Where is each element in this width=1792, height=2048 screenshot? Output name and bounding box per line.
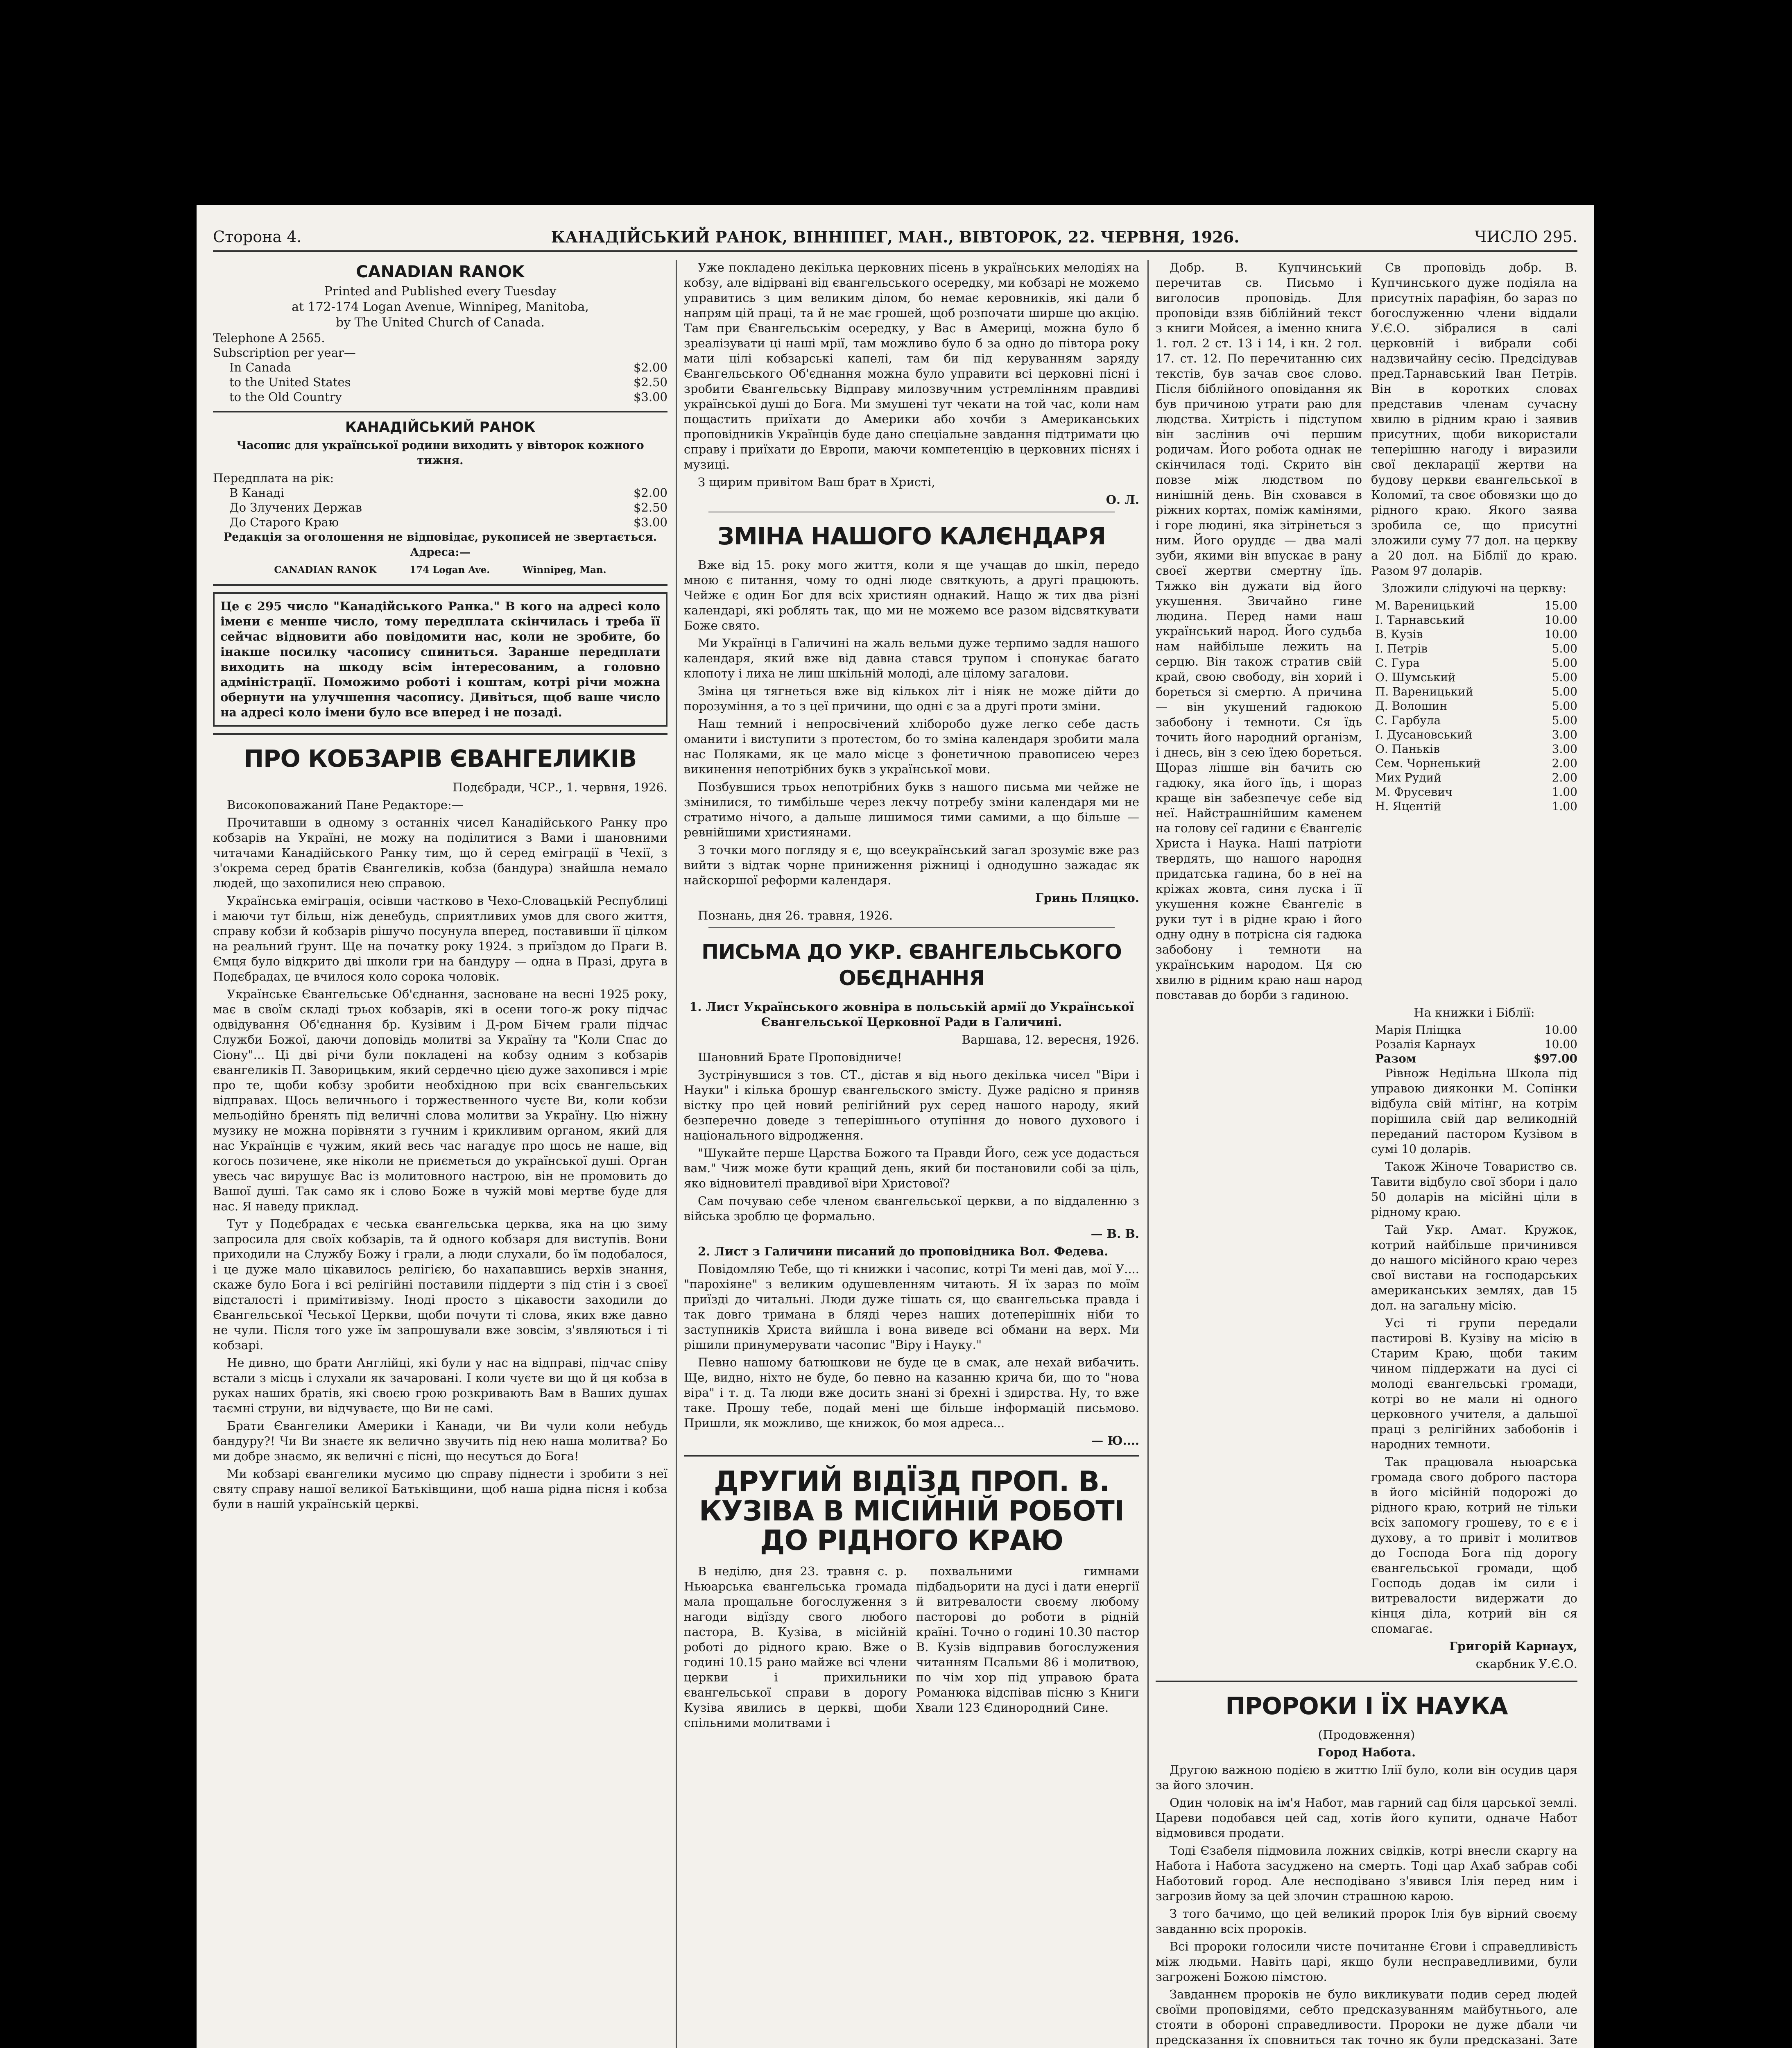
donation-row: М. Фрусевич 1.00	[1375, 785, 1577, 799]
donation-row: І. Дусановський 3.00	[1375, 728, 1577, 741]
article-paragraph: Прочитавши в одному з останніх чисел Канадійського Ранку про кобзарів на Україні, не можу на поділитися з Вами і шановними читачами Канадійського Ранку тим, що й серед еміграції в Чехії, з з'окрема серед братів Євангеликів, кобза (бандура) знайшла немало людей, що захопилися нею справою.	[213, 816, 667, 890]
article-paragraph: Повідомляю Тебе, що ті книжки і часопис, котрі Ти мені дав, мої У.... "парохіяне" з великим одушевленням читають. Я їх зараз по моїм приїзді до читальні. Люди дуже тішать ся, що євангельська правда і так довго тримана в бляді через наших дотеперішніх ніби то заступників Христа вийшла і вона виведе всі обмани на верх. Ми рішили принумерувати часопис "Віру і Науку."	[684, 1262, 1139, 1352]
column-1	[213, 260, 667, 2048]
column-3	[1156, 260, 1577, 2048]
donation-row: Марія Пліщка 10.00	[1375, 1023, 1577, 1037]
donation-row: С. Гура 5.00	[1375, 656, 1577, 670]
article-paragraph: Ми кобзарі євангелики мусимо цю справу піднести і зробити з неї святу справу нашої великої Батьківщини, щоб наша рідна пісня і кобза були в нашій українській церкві.	[213, 1467, 667, 1511]
column-divider	[676, 260, 677, 2048]
page-header	[213, 225, 1577, 252]
donation-row: І. Тарнавський 10.00	[1375, 613, 1577, 627]
postal-address: CANADIAN RANOK 174 Logan Ave. Winnipeg, Man.	[274, 564, 606, 575]
article-title-prophets: ПРОРОКИ І ЇХ НАУКА	[1225, 1692, 1508, 1720]
article-paragraph: Рівнож Недільна Школа під управою дияконки М. Сопінки відбула свій мітінг, на котрім порішила свій дар великодній переданий пастором Кузівом в сумі 10 доларів.	[1371, 1066, 1577, 1156]
editorial-note: Редакція за оголошення не відповідає, рукописей не звертається. Адреса:—	[223, 531, 657, 559]
article-paragraph: похвальними гимнами підбадьорити на дусі і дати енергії й витревалости своєму любому пасторові до роботи в рідній країні. Точно о годині 10.30 пастор В. Кузів відправив богослужения читанням Псальми 86 і молитвою, по чім хор під управою брата Романюка відспівав пісню з Книги Хвали 123 Єдинородний Сине.	[916, 1564, 1139, 1715]
column-2	[684, 260, 1139, 2048]
article-paragraph: Також Жіноче Товариство св. Тавити відбуло свої збори і дало 50 доларів на місійні ціли в рідному краю.	[1371, 1160, 1577, 1219]
article-paragraph: Сам почуваю себе членом євангельської церкви, а по віддаленню з війська зроблю це формально.	[684, 1194, 1139, 1223]
article-paragraph: Тай Укр. Амат. Кружок, котрий найбільше причинився до нашого місійного краю через свої вистави на господарських американських землях, дав 15 дол. на загальну місію.	[1371, 1223, 1577, 1312]
paper-description: Часопис для української родини виходить у вівторок кожного тижня.	[236, 439, 644, 467]
telephone: Telephone A 2565.	[213, 331, 325, 345]
article-paragraph: Вже від 15. року мого життя, коли я ще учащав до шкіл, передо мною є питання, чому то одні люде святкують, а другі працюють. Чейже є один Бог для всіх християн однакий. Нащо ж тих два різні календарі, які роблять так, що ми не можемо все разом відсвяткувати Боже свято.	[684, 558, 1139, 632]
article-paragraph: Українське Євангельське Об'єднання, засноване на весні 1925 року, має в своїм складі трьох кобзарів, які в осени того-ж року підчас одвідування Об'єднання бр. Кузівим і Д-ром Бічем грали підчас Служби Божої, даючи доповідь молитві за Україну та "Коли Спас до Сіону"... Ці дві річи були покладені на кобзу одним з кобзарів євангеликів П. Заворицьким, який сердечно цією дуже захопився і мріє про те, щоби кобзу зробити необхідною при всіх євангельських відправах. Щось величнього і торжественного чуєте Ви, коли кобзи мельодійно бренять під величні слова молитви за Україну. Цю ніжну музику не можна порівняти з гучним і крикливим органом, який для нас Українців є чужим, який весь час нагадує про щось не наше, від когось позичене, яке ніколи не приєметься до української душі. Орган увесь час вирушує Вас із молитовного настрою, він не промовить до Вашої душі. Так само як і слово Боже в чужій мові мертве буде для нас. Я наведу приклад.	[213, 987, 667, 1213]
subscription-row: In Canada $2.00	[229, 360, 667, 374]
article-paragraph: Завданнєм пророків не було викликувати подив серед людей своїми проповідями, себто предсказуванням майбутнього, але стояти в обороні справедливости. Пророки не дуже дбали чи предсказання їх сповниться так точно як були предсказані. Зате	[1156, 1987, 1577, 2047]
article-paragraph: "Шукайте перше Царства Божого та Правди Його, сеж усе додасться вам." Чиж може бути кращий день, який би постановили собі за ціль, яко відновителі правдивої віри Христової?	[684, 1146, 1139, 1190]
signature: Гринь Пляцко.	[1035, 891, 1139, 905]
donation-total: Разом $97.00	[1375, 1052, 1577, 1065]
donation-row: Сем. Чорненький 2.00	[1375, 757, 1577, 770]
price-heading: Передплата на рік:	[213, 471, 334, 485]
signature: — В. В.	[1091, 1227, 1139, 1241]
imprint-line: by The United Church of Canada.	[335, 315, 545, 330]
article-paragraph: Зустрінувшися з тов. СТ., дістав я від нього декілька чисел "Віри і Науки" і кілька брошур євангельского змісту. Дуже радісно я приняв вістку про цей новий релігійний рух серед нашого народу, який безперечно доведе з теперішнього отупіння до нового духового і національного відродження.	[684, 1068, 1139, 1142]
article-paragraph: Певно нашому батюшкови не буде це в смак, але нехай вибачить. Ще, видно, ніхто не буде, бо певно на казанню крича би, що то "нова віра" і т. д. Та люди вже досить знані зі брехні і здирства. Ну, то вже таке. Прошу тебе, подай мені ще більше інформацій письмово. Пришли, як можливо, ще книжок, бо моя адреса...	[684, 1355, 1139, 1430]
article-paragraph: Другою важною подією в життю Ілії було, коли він осудив царя за його злочин.	[1156, 1763, 1577, 1792]
donation-row: Розалія Карнаух 10.00	[1375, 1038, 1577, 1051]
donation-row: В. Кузів 10.00	[1375, 628, 1577, 641]
article-paragraph: В неділю, дня 23. травня с. р. Ньюарська євангельська громада мала прощальне богослуження з нагоди відїзду свого любого пастора, В. Кузіва, в місійній роботі до рідного краю. Вже о годині 10.15 рано майже всі члени церкви і прихильники євангельської справи в дорогу Кузіва явились в церкві, щоби спільними молитвами і	[684, 1564, 907, 1730]
article-title-calendar: ЗМІНА НАШОГО КАЛЄНДАРЯ	[717, 522, 1106, 550]
signature: О. Л.	[1106, 493, 1139, 507]
article-paragraph: Всі пророки голосили чисте почитанне Єгови і справедливість між людьми. Навіть царі, якщо були несправедливими, були загрожені Божою пімстою.	[1156, 1939, 1577, 1984]
divider	[213, 584, 667, 586]
donation-row: І. Петрів 5.00	[1375, 642, 1577, 655]
article-dateline: Познань, дня 26. травня, 1926.	[698, 908, 893, 922]
price-row: В Канаді $2.00	[229, 486, 667, 500]
signature-role: скарбник У.Є.О.	[1475, 1657, 1577, 1671]
imprint-line: Printed and Published every Tuesday	[324, 284, 557, 299]
article-paragraph: Добр. В. Купчинський перечитав св. Письмо і виголосив проповідь. Для проповіди взяв біблійний текст з книги Мойсея, а іменно книга 1. гол. 2 ст. 13 і 14, і кн. 2 гол. 17. ст. 12. По перечитанню сих текстів, був зачав своє слово. Після біблійного оповідання як був причиною утрати раю для людства. Хитрість і підступом він заслінив очі першим родичам. Його робота однак не скінчилася тоді. Скрито він повзе між людством по нинішній день. Він сховався в ріжних кортах, поміж камінями, і горе людині, яка зітрінеться з ним. Його оруддє — два малі зуби, якими він впускає в рану своєї жертви смертну їдь. Тяжко він дужати від його укушення. Звичайно гине людина. Перед нами наш український народ. Його судьба нам найбільше лежить на серцю. Він також стратив свій край, свою свободу, він хорий і бореться зі смертю. А причина — він укушений гадюкою забобону і темноти. Ся їдь точить його народний організм, і днесь, він з сею їдею бореться. Щораз лішше він бачить сю гадюку, яка його їдь, і щораз краще він забезпечує себе від неї. Найстрашнійшим каменем на голову сеї гадини є Євангеліє Христа і Наука. Наші патріоти твердять, що нашого народня придатська гадина, бо в неї на кріжах жовта, синя луска і її укушення кожне Євангеліє в руки тут і в рідне краю і його одну одну в потрісна сія гадюка забобону і темноти на українським народом. Ця сю хвилю в рідним краю наш народ повставав до борби з гадиною.	[1156, 261, 1362, 1002]
article-paragraph: Один чоловік на ім'я Набот, мав гарний сад біля царської землі. Цареви подобався цей сад, хотів його купити, одначе Набот відмовився продати.	[1156, 1796, 1577, 1840]
english-masthead-title: CANADIAN RANOK	[356, 263, 525, 281]
subscription-heading: Subscription per year—	[213, 346, 356, 360]
article-paragraph: Зміна ця тягнеться вже від кількох літ і ніяк не може дійти до порозуміння, а то з цеї причини, що одні є за а другі проти зміни.	[684, 684, 1139, 713]
signature: — Ю....	[1091, 1434, 1139, 1448]
article-paragraph: Не дивно, що брати Англійці, які були у нас на відправі, підчас співу встали з місць і слухали як зачаровані. І коли чуєте ви що й ця кобза в руках наших братів, які своєю грою розкривають Вам в Ваших душах таємні струни, ви відчуваєте, що Ви не самі.	[213, 1356, 667, 1415]
section-subheading: Город Набота.	[1317, 1745, 1416, 1759]
article-dateline: Подєбради, ЧСР., 1. червня, 1926.	[453, 780, 667, 794]
article-paragraph: Наш темний і непросвічений хліборобо дуже легко себе дасть оманити і виступити з протестом, бо то зміна календаря зробити мала нас Поляками, як це мало місце з фонетичною правописею через викинення непотрібних букв з української мови.	[684, 717, 1139, 776]
donation-row: Мих Рудий 2.00	[1375, 771, 1577, 784]
divider	[213, 411, 667, 412]
divider	[213, 733, 667, 735]
divider	[684, 1455, 1139, 1457]
closing-line: З щирим привітом Ваш брат в Христі,	[698, 475, 935, 489]
donations-heading: Зложили слідуючі на церкву:	[1382, 581, 1567, 595]
page-label: Сторона 4.	[213, 228, 302, 246]
letter-greeting: Шановний Брате Проповідниче!	[698, 1050, 902, 1064]
donation-row: С. Гарбула 5.00	[1375, 714, 1577, 727]
issue-number: ЧИСЛО 295.	[1474, 228, 1577, 246]
article-paragraph: Брати Євангелики Америки і Канади, чи Ви чули коли небудь бандуру?! Чи Ви знаєте як велично звучить під нею наша молитва? Бо ми добре знаємо, як величні є пісні, що несуться до Бога!	[213, 1419, 667, 1463]
article-paragraph: Тоді Єзабеля підмовила ложних свідків, котрі внесли скаргу на Набота і Набота засуджено на смерть. Тоді цар Ахаб забрав собі Наботовий город. Але несподівано з'явився Ілія перед ним і загрозив йому за цей злочин страшною карою.	[1156, 1844, 1577, 1903]
letter-heading: 2. Лист з Галичини писаний до проповідника Вол. Федева.	[698, 1244, 1109, 1258]
donation-row: М. Вареницький 15.00	[1375, 599, 1577, 612]
article-title-kobzars: ПРО КОБЗАРІВ ЄВАНГЕЛИКІВ	[244, 745, 637, 773]
price-row: До Злучених Держав $2.50	[229, 501, 667, 514]
renewal-notice: Це є 295 число "Канадійського Ранка." В кого на адресі коло імени є менше число, тому передплата скінчилась і треба її сейчас відновити або повідомити нас, коли не зробите, бо інакше посилку часопису спиниться. Заранше передплати виходить на шкоду всім інтересованим, а головно адміністрації. Поможимо роботі і коштам, котрі річи можна обернути на улучшення часопису. Дивіться, щоб ваше число на адресі коло імени було все вперед і не позаді.	[213, 592, 667, 727]
price-row: До Старого Краю $3.00	[229, 515, 667, 529]
article-paragraph: Усі ті групи передали пастирові В. Кузіву на місію в Старим Краю, щоби таким чином піддержати на дусі сі молоді євангельські громади, котрі во не мали ні одного церковного учителя, а дальшої праці з релігійних забобонів і народних темноти.	[1371, 1316, 1577, 1451]
article-paragraph: Українська еміграція, осівши частково в Чехо-Словацькій Республиці і маючи тут більш, ніж денебудь, сприятливих умов для свого життя, справу кобзи й кобзарів рішучо посунула вперед, поставивши її цілком на реальний ґрунт. Ще на початку року 1924. з приїздом до Праги В. Ємця було відкрито дві школи гри на бандуру — одна в Празі, друга в Подєбрадах, це вчилося коло сорока чоловік.	[213, 894, 667, 983]
bible-heading: На книжки і Біблії:	[1414, 1006, 1535, 1019]
ukrainian-masthead-title: КАНАДІЙСЬКИЙ РАНОК	[345, 419, 536, 435]
subscription-row: to the Old Country $3.00	[229, 390, 667, 404]
divider	[1156, 1681, 1577, 1682]
newspaper-page	[197, 205, 1594, 2048]
letter-dateline: Варшава, 12. вересня, 1926.	[962, 1033, 1139, 1047]
article-paragraph: Уже покладено декілька церковних пісень в українських мелодіях на кобзу, але відірвані від євангельського осередку, ми кобзарі не можемо управитись з цим великим ділом, бо немає керовників, які дали б напрям цій праці, та й не має грошей, щоб розпочати ширше цю акцію. Там при Євангельськім осередку, у Вас в Америці, можна було б зреалізувати ці наші мрії, там можливо було б за одно до півтора року мати цілі кобзарські капелі, там би під керуванням заряду Євангельського Об'єднання можна було управити всі церковні пісні і зробити Євангельську Відправу милозвучним устремлінням правдиві української душі до Бога. Ми змушені тут чекати на той час, коли нам пощастить приїхати до Америки або хочби з Американських проповідників Українців буде дано спеціальне завдання підтримати цю справу і приїхати до Европи, маючи компетенцію в церковних піснях і музиці.	[684, 261, 1139, 471]
donation-row: П. Вареницький 5.00	[1375, 685, 1577, 698]
divider	[708, 927, 1115, 928]
article-paragraph: Тут у Подєбрадах є чеська євангельська церква, яка на цю зиму запросила для своїх кобзарів, та й одного кобзаря для виступів. Вони приходили на Службу Божу і грали, а люди слухали, бо їм подобалося, і це дуже мало цікавилось релігією, бо нахапавшись верхів знання, скаже було Бога і всі релігійні поставили піддерти з під стін і з своєї відсталості і примітивізму. Іноді просто з цікавости заходили до Євангельської Чеської Церкви, щоби почути ті слова, яких вже давно не чули. Після того уже їм запрошували вже зовсім, з'являються і ті кобзарі.	[213, 1217, 667, 1352]
donation-row: Д. Волошин 5.00	[1375, 699, 1577, 713]
article-paragraph: Так працювала ньюарська громада свого доброго пастора в його місійній подорожі до рідного краю, котрий не тільки всіх запомогу грошеву, то є є і духову, а то привіт і молитвов до Господа Бога під дорогу євангельської громади, щоб Господь додав ім сили і витревалости видержати до кінця діла, котрий він ся спомагає.	[1371, 1455, 1577, 1636]
article-greeting: Високоповажаний Пане Редакторе:—	[227, 798, 464, 812]
article-paragraph: Позбувшися трьох непотрібних букв з нашого письма ми чейже не змінилися, то тимбільше через лекчу потребу зміни календаря ми не стратимо нічого, а дальше лишимося тими самими, а що більше — ревнійшими християнами.	[684, 780, 1139, 839]
column-divider	[1147, 260, 1149, 2048]
article-paragraph: З точки мого погляду я є, що всеукраїнський загал зрозуміє вже раз вийти з відтак чорне приниження ріжниці і однодушно зажадає як найскоршої реформи календаря.	[684, 843, 1139, 887]
donation-row: О. Шумський 5.00	[1375, 671, 1577, 684]
article-title-kuziv: ДРУГИЙ ВІДЇЗД ПРОП. В. КУЗІВА В МІСІЙНІЙ РОБОТІ ДО РІДНОГО КРАЮ	[699, 1466, 1125, 1557]
continued-label: (Продовження)	[1318, 1728, 1415, 1742]
article-paragraph: З того бачимо, що цей великий пророк Ілія був вірний своєму завданню всіх пророків.	[1156, 1907, 1577, 1936]
imprint-line: at 172-174 Logan Avenue, Winnipeg, Manitoba,	[292, 300, 589, 314]
donation-row: Н. Яцентій 1.00	[1375, 800, 1577, 813]
subscription-row: to the United States $2.50	[229, 375, 667, 389]
letter-heading: 1. Лист Українського жовніра в польській армії до Української Євангельської Церковної Ради в Галичині.	[689, 1000, 1134, 1029]
article-paragraph: Ми Українці в Галичині на жаль вельми дуже терпимо задля нашого календаря, який вже від давна стався трупом і спонукає багато клопоту і лиха не лиш шкільній молоді, але цілому загалови.	[684, 636, 1139, 680]
article-title-letters: ПИСЬМА ДО УКР. ЄВАНГЕЛЬСЬКОГО ОБЄДНАННЯ	[701, 940, 1122, 990]
donation-row: О. Паньків 3.00	[1375, 742, 1577, 756]
article-paragraph: Св проповідь добр. В. Купчинського дуже подіяла на присутніх парафіян, бо зараз по богослуженню члени віддали У.Є.О. зібралися в салі церковній і вибрали собі надзвичайну сесію. Предсідував пред.Тарнавський Іван Петрів. Він в коротких словах представив членам сучасну хвилю в рідним краю і заявив присутних, щоби використали теперішню нагоду і виразили свої декларації жертви на будову церкви євангельської в Коломиї, та своє обовязки що до рідного краю. Якого заява зробила се, що присутні зложили суму 77 дол. на церкву а 20 дол. на Біблії до краю. Разом 97 доларів.	[1371, 261, 1577, 578]
signature: Григорій Карнаух,	[1449, 1639, 1577, 1653]
masthead: КАНАДІЙСЬКИЙ РАНОК, ВІННІПЕГ, МАН., ВІВТОРОК, 22. ЧЕРВНЯ, 1926.	[551, 228, 1240, 246]
